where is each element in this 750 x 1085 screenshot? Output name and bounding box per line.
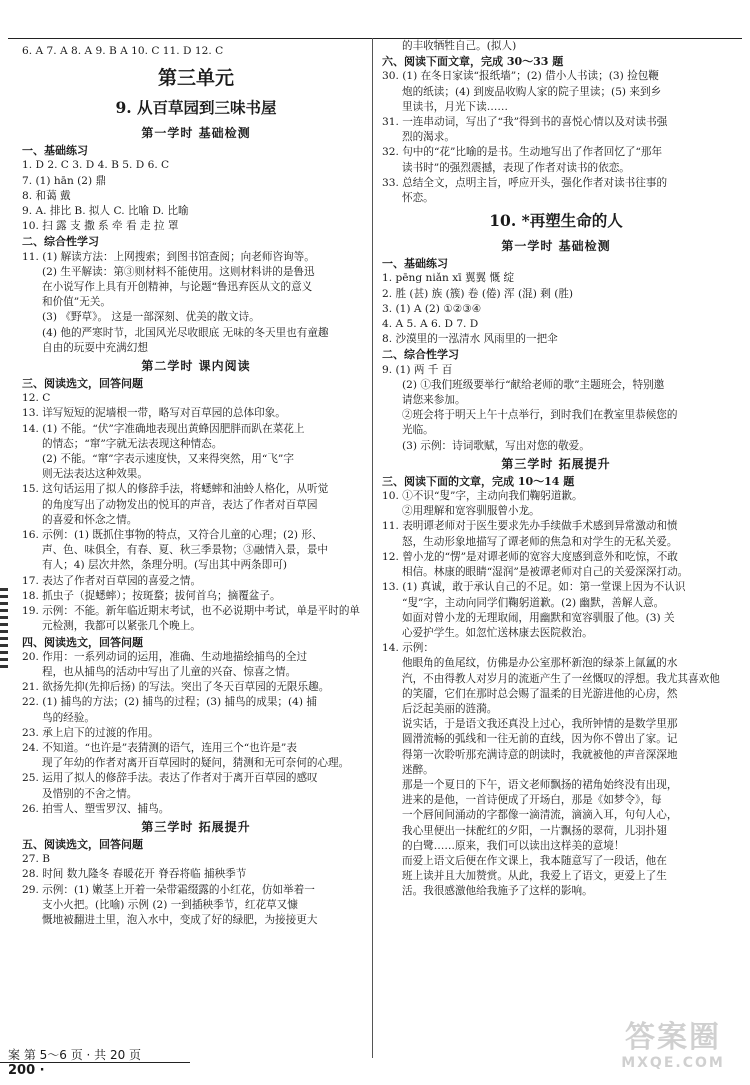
answer-line-continued: 和价值”无关。 [42, 296, 111, 309]
answer-line: 20. 作用：一系列动词的运用，准确、生动地描绘捕鸟的全过 [22, 650, 308, 663]
answer-line: 19. 示例：不能。新年临近期末考试，也不必说期中考试，单是平时的单 [22, 605, 361, 618]
answer-line: 3. (1) A (2) ①②③④ [382, 302, 482, 315]
answer-line: 33. 总结全文，点明主旨，呼应开头，强化作者对读书往事的 [382, 176, 668, 189]
section-heading: 二、综合性学习 [382, 348, 459, 362]
section-heading: 二、综合性学习 [22, 235, 99, 249]
answer-line-continued: 的白鹭……原来，我们可以读出这样美的意境！ [402, 839, 625, 852]
answer-line: 30. (1) 在冬日家读“报纸墙”；(2) 借小人书读；(3) 捡包鞭 [382, 70, 659, 83]
answer-line-continued: 炮的纸读；(4) 到废品收购人家的院子里读；(5) 来到乡 [402, 85, 662, 98]
answer-line-continued: 他眼角的鱼尾纹，仿佛是办公室那杯新泡的绿茶上氤氲的水 [402, 657, 678, 670]
answer-line-continued: 及惜别的不舍之情。 [42, 787, 138, 800]
answer-line-continued: 程，也从捕鸟的活动中写出了儿童的兴奋、惊喜之情。 [42, 665, 297, 678]
section-heading: 一、基础练习 [22, 144, 88, 158]
answer-line-continued: 圆滑流畅的弧线和一往无前的直线，因为你不曾出了家。记 [402, 733, 678, 746]
answer-line-continued: (2) 不能。“窜”字表示速度快，又来得突然，用“飞”字 [42, 453, 294, 466]
page-number: 200 · [8, 1063, 45, 1078]
answer-line: 2. 胜 (甚) 族 (簇) 卷 (倦) 浑 (混) 剩 (胜) [382, 287, 574, 300]
lesson-title: 第二学时 课内阅读 [141, 359, 251, 374]
answer-line-continued: 里读书，月光下读…… [402, 100, 508, 113]
answer-line-continued: 心爱护学生。如忽忙送林康去医院救治。 [402, 626, 593, 639]
answer-line: 17. 表达了作者对百草园的喜爱之情。 [22, 574, 202, 587]
page-footer [8, 1047, 141, 1079]
answer-line: 11. 表明谭老师对于医生要求先办手续做手术感到异常激动和愤 [382, 520, 678, 533]
answer-line: 4. A 5. A 6. D 7. D [382, 318, 479, 331]
answer-line: 9. A. 排比 B. 拟人 C. 比喻 D. 比喻 [22, 205, 189, 218]
answer-line: 7. (1) hān (2) 鼎 [22, 174, 107, 187]
answer-line-continued: (2) ①我们班级要举行“献给老师的歌”主题班会，特别邀 [402, 378, 665, 391]
answer-line: 13. 详写短短的泥墙根一带，略写对百草园的总体印象。 [22, 407, 286, 420]
answer-line: 12. C [22, 392, 51, 405]
answer-line-continued: 的喜爱和怀念之情。 [42, 513, 138, 526]
answer-line-continued: 的角度写出了动物发出的悦耳的声音，表达了作者对百草园 [42, 498, 318, 511]
answer-line-continued: 活。我很感激他给我施予了这样的影响。 [402, 885, 593, 898]
answer-line-continued: 进来的是他，一首诗便成了开场白，那是《如梦令》，每 [402, 794, 662, 807]
answer-line: 14. 示例： [382, 642, 434, 655]
answer-line-continued: 读书时”的强烈震撼，表现了作者对读书的依恋。 [402, 161, 630, 174]
answer-line-continued: ②用理解和宽容驯服曾小龙。 [402, 505, 540, 518]
answer-line-continued: 迷醉。 [402, 763, 434, 776]
answer-line-continued: “叟”字，主动向同学们鞠躬道歉。(2) 幽默，善解人意。 [402, 596, 665, 609]
answer-line: 8. 沙漠里的一泓清水 风雨里的一把伞 [382, 333, 558, 346]
column-divider [372, 38, 373, 1058]
watermark-cn: 答案圈 [625, 1020, 721, 1055]
answer-line-continued: 支小火把。(比喻) 示例 (2) 一到插秧季节，红花草又慷 [42, 898, 298, 911]
answer-line: 12. 曾小龙的“愣”是对谭老师的宽容大度感到意外和吃惊，不敢 [382, 550, 678, 563]
answer-line: 13. (1) 真诚，敢于承认自己的不足。如：第一堂课上因为不认识 [382, 581, 686, 594]
chapter-title: 9. 从百草园到三味书屋 [115, 98, 277, 118]
right-column [382, 39, 730, 900]
answer-line-continued: 而爱上语文后便在作文课上，我本随意写了一段话，他在 [402, 854, 667, 867]
section-heading: 五、阅读选文，回答问题 [22, 837, 143, 851]
answer-line-continued: (2) 生平解读：第③则材料不能使用。这则材料讲的是鲁迅 [42, 265, 315, 278]
answer-line-continued: 的丰收牺牲自己。(拟人) [402, 40, 517, 52]
answer-line: 21. 欲扬先抑(先抑后扬) 的写法。突出了冬天百草园的无限乐趣。 [22, 681, 330, 694]
watermark-en: MXQE.COM [621, 1055, 725, 1071]
answer-line: 9. (1) 两 千 百 [382, 363, 453, 376]
answer-line: 6. A 7. A 8. A 9. B A 10. C 11. D 12. C [22, 45, 224, 57]
answer-line-continued: 后泛起美丽的涟漪。 [402, 702, 498, 715]
answer-line-continued: 说实话，于是语文我还真没上过心，我所钟情的是数学里那 [402, 718, 678, 731]
answer-line: 1. pēng niǎn xī 翼翼 慨 绽 [382, 272, 515, 285]
lesson-title: 第一学时 基础检测 [501, 239, 611, 254]
answer-line-continued: 一个唇间间涌动的字都像一滴清流，滴滴入耳，句句人心， [402, 809, 678, 822]
section-heading: 六、阅读下面文章，完成 30～33 题 [382, 55, 564, 69]
answer-line: 10. 扫 露 支 撒 系 牵 看 走 拉 罩 [22, 220, 179, 233]
answer-line-continued: 元检测，我都可以紧张几个晚上。 [42, 620, 201, 633]
answer-line-continued: 我心里便出一抹酡红的夕阳，一片飘扬的翠荷，儿羽扑翅 [402, 824, 667, 837]
answer-line-continued: 怀恋。 [402, 192, 434, 205]
answer-line-continued: (4) 他的严寒时节，北国风光尽收眼底 无味的冬天里也有童趣 [42, 326, 329, 339]
answer-line-continued: 声、色、味俱全，有春、夏、秋三季景物；③融情入景，景中 [42, 544, 329, 557]
unit-title: 第三单元 [157, 67, 234, 90]
answer-line: 29. 示例：(1) 嫩茎上开着一朵带霜缀露的小红花，仿如举着一 [22, 883, 315, 896]
answer-line-continued: 怒，生动形象地描写了谭老师的焦急和对学生的无私关爱。 [402, 535, 678, 548]
answer-line-continued: 请您来参加。 [402, 394, 466, 407]
answer-line-continued: 现了年幼的作者对离开百草园时的疑问，猜测和无可奈何的心理。 [42, 757, 350, 770]
lesson-title: 第一学时 基础检测 [141, 126, 251, 141]
answer-line-continued: 光临。 [402, 424, 434, 437]
answer-line: 24. 不知道。“也许是”表猜测的语气，连用三个“也许是”表 [22, 741, 297, 754]
watermark-logo [608, 1021, 738, 1077]
answer-line-continued: 烈的渴求。 [402, 131, 455, 144]
answer-line: 22. (1) 捕鸟的方法；(2) 捕鸟的过程；(3) 捕鸟的成果；(4) 捕 [22, 696, 317, 709]
answer-line-continued: 班上读并且大加赞赏。从此，我爱上了语文，更爱上了生 [402, 870, 667, 883]
answer-line-continued: 相信。林康的眼睛“湿润”是被谭老师对自己的关爱深深打动。 [402, 566, 689, 579]
answer-line-continued: 则无法表达这种效果。 [42, 468, 148, 481]
answer-line-continued: 的情态；“窜”字就无法表现这种情态。 [42, 437, 223, 450]
answer-line-continued: ②班会将于明天上午十点举行，到时我们在教室里恭候您的 [402, 409, 678, 422]
answer-line-continued: 自由的玩耍中充满幻想 [42, 341, 148, 354]
answer-line: 25. 运用了拟人的修辞手法。表达了作者对于离开百草园的感叹 [22, 772, 318, 785]
answer-line-continued: 那是一个夏日的下午，语文老师飘扬的裙角始终没有出现， [402, 778, 678, 791]
answer-line: 32. 句中的“花”比喻的是书。生动地写出了作者回忆了“那年 [382, 146, 663, 159]
answer-line-continued: 得第一次聆听那充满诗意的朗读时，我就被他的声音深深地 [402, 748, 678, 761]
answer-line-continued: 汽，不由得教人对岁月的流逝产生了一丝慨叹的浮想。我尤其喜欢他 [402, 672, 720, 685]
answer-line-continued: (3) 《野草》。 这是一部深刻、优美的散文诗。 [42, 311, 260, 324]
answer-line-continued: 在小说写作上具有开创精神，与论题“鲁迅弃医从文的意义 [42, 281, 313, 294]
answer-line-continued: 鸟的经验。 [42, 711, 95, 724]
answer-line-continued: 的笑靥，它们在那时总会赐了温柔的目光游进他的心房，然 [402, 687, 678, 700]
answer-line: 27. B [22, 853, 50, 866]
section-heading: 四、阅读选文，回答问题 [22, 635, 143, 649]
answer-line: 18. 抓虫子（捉蟋蟀）；按斑蝥；拔何首乌；摘覆盆子。 [22, 589, 281, 602]
answer-line: 31. 一连串动词，写出了“我”得到书的喜悦心情以及对读书强 [382, 116, 668, 129]
section-heading: 三、阅读选文，回答问题 [22, 377, 143, 391]
page-range-label: 案 第 5～6 页 · 共 20 页 [8, 1048, 142, 1062]
section-heading: 一、基础练习 [382, 257, 448, 271]
answer-line-continued: 慨地被翻进土里，泡入水中，变成了好的绿肥，为接接更大 [42, 913, 318, 926]
answer-line: 26. 拍雪人、塑雪罗汉、捕鸟。 [22, 802, 170, 815]
lesson-title: 第三学时 拓展提升 [501, 456, 611, 471]
answer-line: 28. 时间 数九隆冬 春暖花开 脊吞将临 捕秧季节 [22, 868, 247, 881]
answer-line: 8. 和蔼 戴 [22, 189, 71, 202]
answer-line-continued: 如面对曾小龙的无理取闹，用幽默和宽容驯服了他。(3) 关 [402, 611, 675, 624]
left-column [22, 44, 370, 928]
chapter-title: 10. *再塑生命的人 [489, 211, 623, 231]
answer-line: 11. (1) 解读方法：上网搜索；到图书馆查阅；向老师咨询等。 [22, 250, 315, 263]
answer-line: 1. D 2. C 3. D 4. B 5. D 6. C [22, 159, 170, 172]
answer-line-continued: 有人；4) 层次井然，条理分明。(写出其中两条即可) [42, 559, 287, 572]
answer-line: 10. ①不识“叟”字，主动向我们鞠躬道歉。 [382, 490, 583, 503]
lesson-title: 第三学时 拓展提升 [141, 819, 251, 834]
section-heading: 三、阅读下面的文章，完成 10～14 题 [382, 474, 575, 488]
answer-line: 16. 示例：(1) 既抓住事物的特点，又符合儿童的心理；(2) 形、 [22, 529, 323, 542]
answer-line-continued: (3) 示例：诗词歌赋，写出对您的敬爱。 [402, 439, 590, 452]
answer-line: 15. 这句话运用了拟人的修辞手法，将蟋蟀和油蛉人格化，从听觉 [22, 483, 329, 496]
answer-line: 14. (1) 不能。“伏”字准确地表现出黄蜂因肥胖而趴在菜花上 [22, 422, 305, 435]
answer-line: 23. 承上启下的过渡的作用。 [22, 726, 159, 739]
binding-marks [0, 588, 8, 708]
